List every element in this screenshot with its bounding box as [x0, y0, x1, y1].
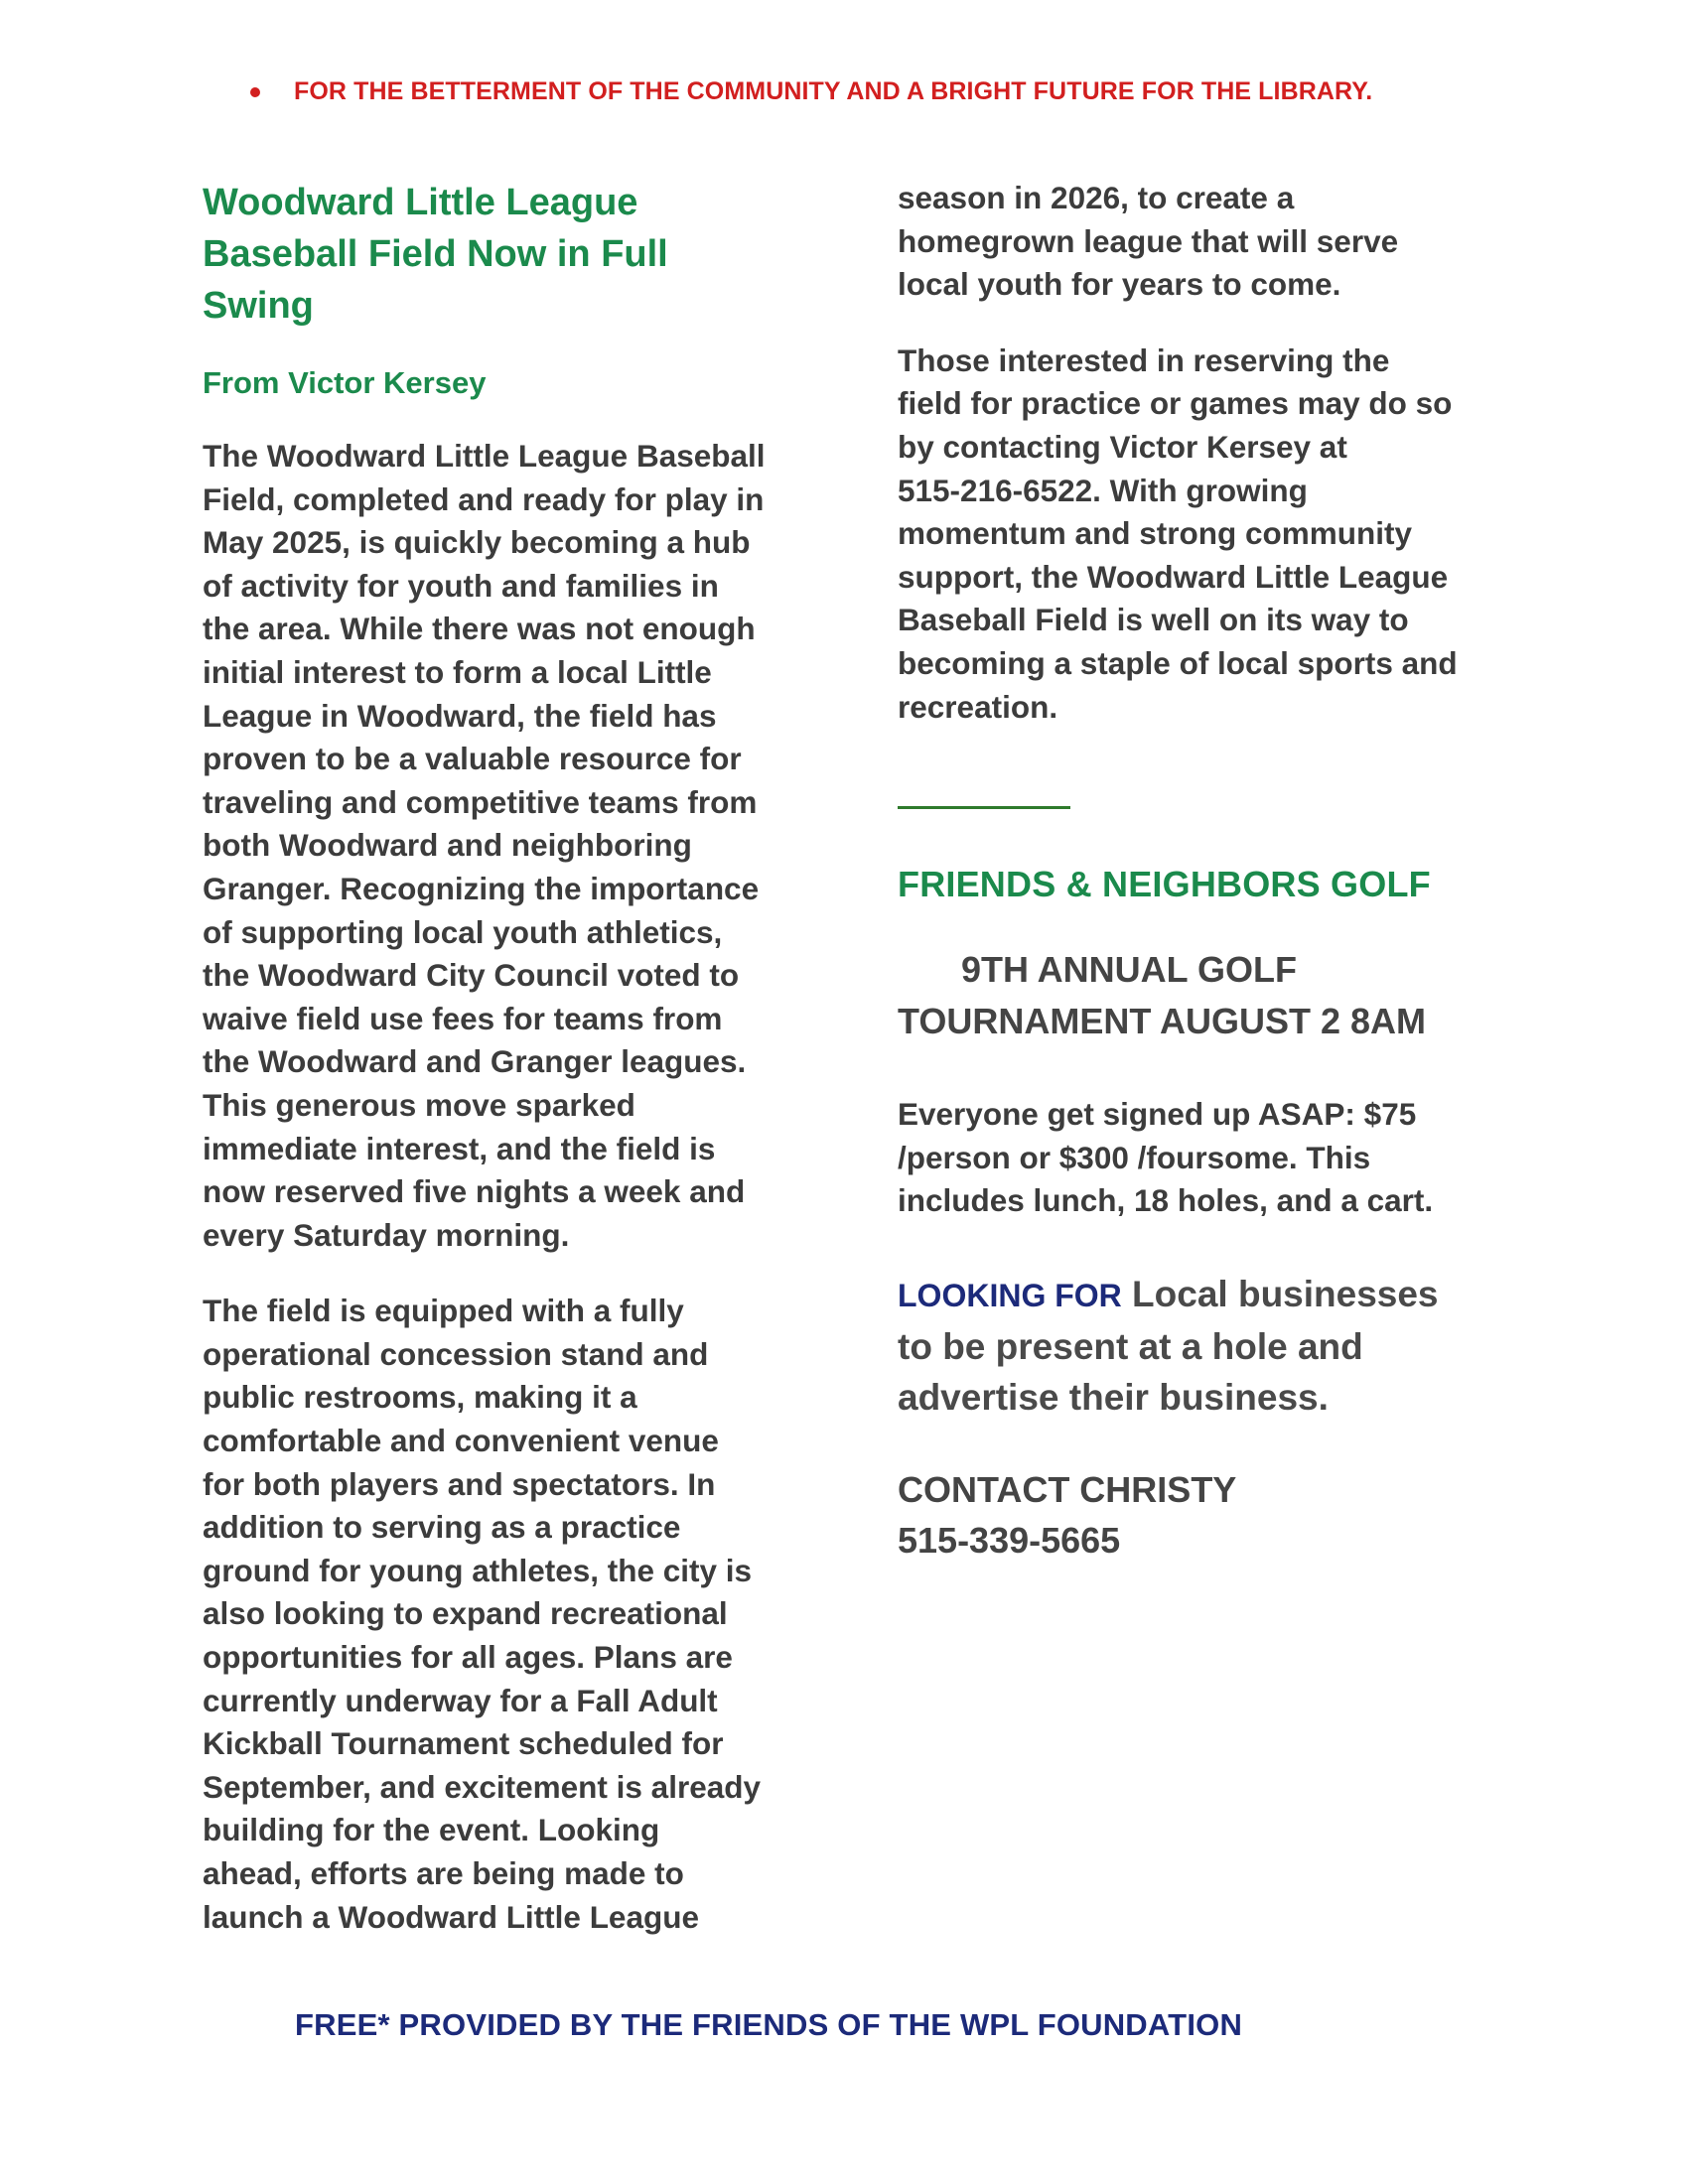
- text-line: season in 2026, to create a: [898, 180, 1295, 215]
- contact-phone: 515-339-5665: [898, 1519, 1121, 1561]
- looking-for-line-2: to be present at a hole and: [898, 1325, 1363, 1367]
- article-title: [203, 177, 818, 332]
- text-line: operational concession stand and: [203, 1335, 709, 1372]
- golf-event-line-2: TOURNAMENT AUGUST 2 8AM: [898, 1001, 1427, 1042]
- looking-for-label: LOOKING FOR: [898, 1277, 1122, 1313]
- text-line: every Saturday morning.: [203, 1216, 570, 1253]
- text-line: includes lunch, 18 holes, and a cart.: [898, 1182, 1434, 1219]
- article-title-line: Swing: [203, 285, 314, 327]
- text-line: Kickball Tournament scheduled for: [203, 1725, 724, 1762]
- text-line: initial interest to form a local Little: [203, 653, 712, 690]
- text-line: League in Woodward, the field has: [203, 697, 717, 734]
- text-line: support, the Woodward Little League: [898, 558, 1449, 595]
- text-line: This generous move sparked: [203, 1086, 635, 1123]
- text-line: Granger. Recognizing the importance: [203, 870, 760, 906]
- text-line: comfortable and convenient venue: [203, 1423, 719, 1459]
- article-title-line: Woodward Little League: [203, 182, 638, 223]
- right-column: [898, 177, 1513, 1566]
- text-line: addition to serving as a practice: [203, 1509, 681, 1546]
- text-line: May 2025, is quickly becoming a hub: [203, 524, 751, 561]
- text-line: ground for young athletes, the city is: [203, 1552, 753, 1588]
- text-line: now reserved five nights a week and: [203, 1173, 746, 1210]
- text-line: Those interested in reserving the: [898, 341, 1390, 378]
- text-line: Field, completed and ready for play in: [203, 480, 765, 517]
- text-line: waive field use fees for teams from: [203, 1000, 723, 1036]
- article-paragraph-2: [203, 1290, 818, 1939]
- top-bullet-line: [250, 77, 1372, 106]
- text-line: The field is equipped with a fully: [203, 1293, 684, 1329]
- text-line: the Woodward City Council voted to: [203, 957, 740, 994]
- looking-for-line-3: advertise their business.: [898, 1376, 1329, 1418]
- text-line: currently underway for a Fall Adult: [203, 1682, 718, 1718]
- text-line: also looking to expand recreational: [203, 1595, 728, 1632]
- golf-section-heading: FRIENDS & NEIGHBORS GOLF: [898, 864, 1431, 905]
- looking-for-line-1: [898, 1269, 1513, 1321]
- text-line: both Woodward and neighboring: [203, 827, 692, 864]
- text-line: the Woodward and Granger leagues.: [203, 1043, 747, 1080]
- text-line: The Woodward Little League Baseball: [203, 438, 766, 474]
- text-line: by contacting Victor Kersey at: [898, 428, 1347, 465]
- text-line: launch a Woodward Little League: [203, 1898, 699, 1935]
- golf-event-title: [898, 944, 1513, 1047]
- text-line: ahead, efforts are being made to: [203, 1855, 684, 1891]
- article-paragraph-3: [898, 177, 1513, 307]
- article-title-line: Baseball Field Now in Full: [203, 233, 668, 275]
- bullet-dot-icon: [250, 87, 260, 97]
- text-line: for both players and spectators. In: [203, 1465, 716, 1502]
- text-line: /person or $300 /foursome. This: [898, 1139, 1371, 1175]
- article-paragraph-4: [898, 340, 1513, 729]
- golf-event-line-1: 9TH ANNUAL GOLF: [961, 949, 1297, 991]
- text-line: Everyone get signed up ASAP: $75: [898, 1096, 1417, 1133]
- text-line: opportunities for all ages. Plans are: [203, 1639, 733, 1676]
- text-line: momentum and strong community: [898, 515, 1413, 552]
- looking-for-text: Local businesses: [1121, 1273, 1439, 1314]
- text-line: becoming a staple of local sports and: [898, 644, 1458, 681]
- text-line: homegrown league that will serve: [898, 222, 1399, 259]
- top-bullet-text: FOR THE BETTERMENT OF THE COMMUNITY AND A BRIGHT FUTURE FOR THE LIBRARY.: [294, 77, 1373, 105]
- contact-block: [898, 1464, 1513, 1566]
- text-line: the area. While there was not enough: [203, 611, 756, 647]
- text-line: immediate interest, and the field is: [203, 1130, 716, 1166]
- section-divider: [898, 806, 1070, 809]
- text-line: proven to be a valuable resource for: [203, 741, 742, 777]
- contact-name: CONTACT CHRISTY: [898, 1468, 1237, 1510]
- text-line: field for practice or games may do so: [898, 385, 1453, 422]
- article-byline: From Victor Kersey: [203, 365, 487, 400]
- left-column: [203, 177, 818, 1939]
- text-line: of supporting local youth athletics,: [203, 913, 723, 950]
- looking-for-block: [898, 1269, 1513, 1423]
- text-line: public restrooms, making it a: [203, 1379, 637, 1416]
- text-line: of activity for youth and families in: [203, 567, 719, 604]
- text-line: Baseball Field is well on its way to: [898, 602, 1409, 638]
- text-line: recreation.: [898, 688, 1058, 725]
- article-paragraph-1: [203, 435, 818, 1257]
- text-line: September, and excitement is already: [203, 1768, 762, 1805]
- text-line: traveling and competitive teams from: [203, 783, 758, 820]
- text-line: 515-216-6522. With growing: [898, 472, 1308, 508]
- text-line: building for the event. Looking: [203, 1812, 660, 1848]
- golf-event-details: [898, 1093, 1513, 1223]
- text-line: local youth for years to come.: [898, 266, 1341, 303]
- footer-text: FREE* PROVIDED BY THE FRIENDS OF THE WPL FOUNDATION: [295, 2007, 1243, 2042]
